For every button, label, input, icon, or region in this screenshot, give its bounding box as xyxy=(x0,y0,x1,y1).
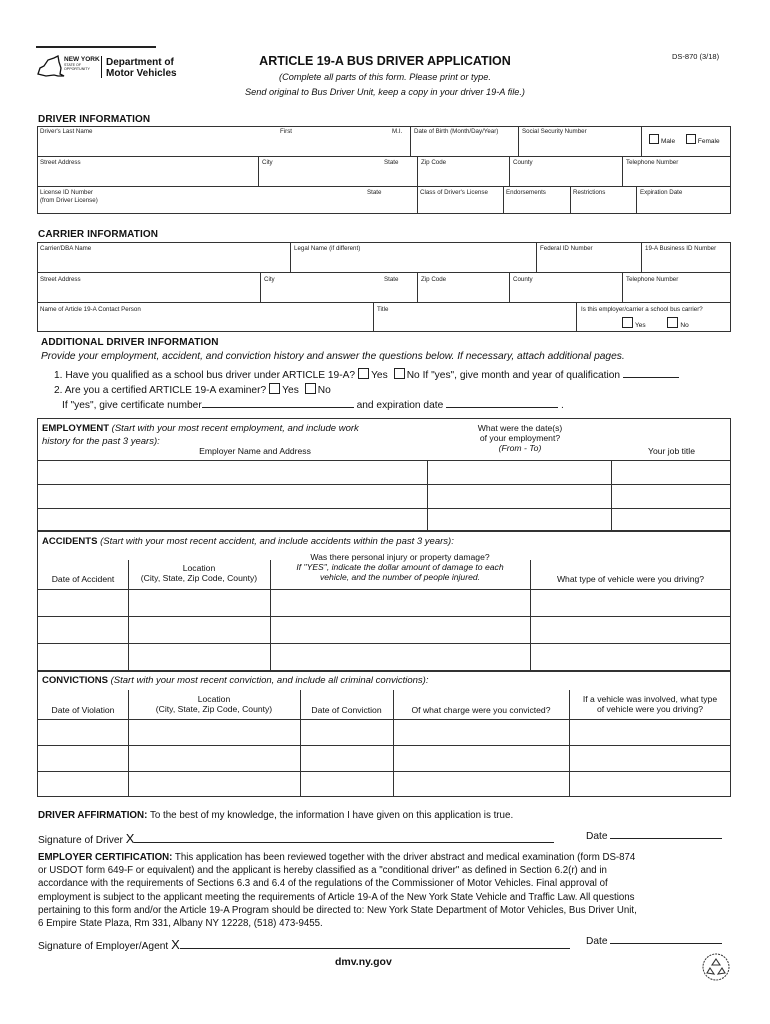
logo-state-text: NEW YORK STATE OF OPPORTUNITY xyxy=(64,56,100,71)
accidents-col-line xyxy=(128,560,129,671)
convictions-col-line xyxy=(300,690,301,797)
certification-text-3: accordance with the requirements of Sections 6.3 and 6.4 of the regulations of the Commissioner of Motor Vehicles. Final approval of xyxy=(38,878,608,890)
driver-state-field[interactable]: State xyxy=(384,159,399,166)
certificate-line-period: . xyxy=(560,400,564,411)
new-york-state-map-icon xyxy=(34,54,68,80)
q2-yes-checkbox[interactable] xyxy=(269,383,280,394)
employment-heading: EMPLOYMENT xyxy=(42,423,110,434)
carrier-col-line xyxy=(536,242,537,272)
form-title: ARTICLE 19-A BUS DRIVER APPLICATION xyxy=(259,54,511,68)
driver-col-line xyxy=(570,186,571,214)
question-1-text: 1. Have you qualified as a school bus driver under ARTICLE 19-A? xyxy=(54,370,356,381)
employment-col-line xyxy=(611,460,612,531)
q2-no-checkbox[interactable] xyxy=(305,383,316,394)
form-id: DS-870 (3/18) xyxy=(672,52,720,61)
driver-col-line xyxy=(636,186,637,214)
convictions-table xyxy=(37,671,731,797)
footer-url: dmv.ny.gov xyxy=(335,956,392,968)
accidents-col-line xyxy=(270,560,271,671)
date-of-birth-field[interactable]: Date of Birth (Month/Day/Year) xyxy=(414,128,499,135)
convictions-col-line xyxy=(128,690,129,797)
employment-instructions: (Start with your most recent employment, and include work xyxy=(111,423,359,434)
q1-followup-text: If "yes", give month and year of qualification xyxy=(422,370,621,381)
employment-dates-col-header: What were the date(s) of your employment? (From - To) xyxy=(477,423,563,453)
driver-signature-field[interactable] xyxy=(134,833,554,843)
employer-date-field[interactable] xyxy=(610,934,722,944)
employer-date-line xyxy=(586,934,722,947)
q1-no-label: No xyxy=(406,370,420,381)
carrier-zip-field[interactable]: Zip Code xyxy=(421,276,447,283)
license-state-field[interactable]: State xyxy=(367,189,382,196)
certification-text-6: 6 Empire State Plaza, Rm 331, Albany NY 12228, (518) 473-9455. xyxy=(38,918,323,930)
accidents-row-line xyxy=(37,616,731,617)
driver-zip-field[interactable]: Zip Code xyxy=(421,159,447,166)
driver-information-heading: DRIVER INFORMATION xyxy=(38,114,151,125)
employer-signature-x: X xyxy=(171,937,180,952)
employer-signature-label: Signature of Employer/Agent xyxy=(38,941,169,952)
employment-heading-line xyxy=(42,423,359,434)
middle-initial-field[interactable]: M.I. xyxy=(392,128,403,135)
business-id-field[interactable]: 19-A Business ID Number xyxy=(645,245,717,252)
license-id-field[interactable]: License ID Number (from Driver License) xyxy=(40,189,98,204)
convictions-row-line xyxy=(37,771,731,772)
male-checkbox[interactable] xyxy=(649,134,659,144)
q1-no-checkbox[interactable] xyxy=(394,368,405,379)
carrier-information-heading: CARRIER INFORMATION xyxy=(38,229,159,240)
accidents-heading-line xyxy=(42,536,454,547)
employer-signature-field[interactable] xyxy=(180,939,570,949)
convictions-col-line xyxy=(569,690,570,797)
accidents-col-line xyxy=(530,560,531,671)
contact-title-field[interactable]: Title xyxy=(377,306,389,313)
driver-signature-line xyxy=(38,831,554,846)
question-2-text: 2. Are you a certified ARTICLE 19-A examiner? xyxy=(54,385,267,396)
employment-table xyxy=(37,418,731,531)
driver-col-line xyxy=(518,126,519,156)
driver-col-line xyxy=(622,156,623,186)
carrier-state-field[interactable]: State xyxy=(384,276,399,283)
endorsements-field[interactable]: Endorsements xyxy=(506,189,546,196)
school-bus-carrier-options xyxy=(619,317,689,329)
carrier-col-line xyxy=(260,272,261,302)
driver-date-field[interactable] xyxy=(610,829,722,839)
accident-date-col-header: Date of Accident xyxy=(51,574,115,584)
expiration-date-label: and expiration date xyxy=(356,400,444,411)
vehicle-type-col-header: What type of vehicle were you driving? xyxy=(556,574,705,584)
first-name-field[interactable]: First xyxy=(280,128,293,135)
carrier-col-line xyxy=(509,272,510,302)
carrier-city-field[interactable]: City xyxy=(264,276,275,283)
accidents-instructions: (Start with your most recent accident, and include accidents within the past 3 years): xyxy=(100,536,454,547)
certification-text-2: or USDOT form 649-F or equivalent) and the applicant is hereby classified as a "conditional driver" as defined in Section 6.2(r) and in xyxy=(38,865,607,877)
form-subtitle-2: Send original to Bus Driver Unit, keep a copy in your driver 19-A file.) xyxy=(244,87,525,97)
charge-col-header: Of what charge were you convicted? xyxy=(411,705,551,715)
employer-date-label: Date xyxy=(586,936,608,947)
driver-col-line xyxy=(410,126,411,156)
carrier-col-line xyxy=(417,272,418,302)
conviction-date-col-header: Date of Conviction xyxy=(311,705,382,715)
dmv-department-name: Department of Motor Vehicles xyxy=(106,57,177,79)
expiration-date-field[interactable]: Expiration Date xyxy=(640,189,683,196)
accidents-row-line xyxy=(37,589,731,590)
employment-row-line xyxy=(37,484,731,485)
convictions-row-line xyxy=(37,745,731,746)
job-title-col-header: Your job title xyxy=(648,446,695,456)
convictions-heading: CONVICTIONS xyxy=(42,675,108,686)
convictions-row-line xyxy=(37,719,731,720)
convictions-instructions: (Start with your most recent conviction, and include all criminal convictions): xyxy=(110,675,429,686)
restrictions-field[interactable]: Restrictions xyxy=(573,189,606,196)
school-carrier-no-label: No xyxy=(680,322,689,329)
federal-id-field[interactable]: Federal ID Number xyxy=(540,245,593,252)
accident-location-col-header: Location (City, State, Zip Code, County) xyxy=(140,563,258,583)
carrier-row-line xyxy=(37,302,731,303)
certification-heading: EMPLOYER CERTIFICATION: xyxy=(38,852,173,863)
convictions-heading-line xyxy=(42,675,428,686)
question-1 xyxy=(54,368,679,381)
school-carrier-no-checkbox[interactable] xyxy=(667,317,678,328)
carrier-street-field[interactable]: Street Address xyxy=(40,276,81,283)
employer-signature-line xyxy=(38,937,570,952)
employer-certification xyxy=(38,851,732,930)
top-rule xyxy=(36,46,156,48)
driver-phone-field[interactable]: Telephone Number xyxy=(626,159,679,166)
additional-info-intro: Provide your employment, accident, and conviction history and answer the questions below. If necessary, attach additional pages. xyxy=(41,351,625,362)
carrier-phone-field[interactable]: Telephone Number xyxy=(626,276,679,283)
driver-col-line xyxy=(509,156,510,186)
convictions-col-line xyxy=(393,690,394,797)
carrier-county-field[interactable]: County xyxy=(513,276,533,283)
driver-affirmation xyxy=(38,810,513,821)
driver-col-line xyxy=(417,156,418,186)
driver-col-line xyxy=(641,126,642,156)
driver-col-line xyxy=(503,186,504,214)
driver-date-label: Date xyxy=(586,831,608,842)
male-label: Male xyxy=(661,138,676,145)
conviction-vehicle-col-header: If a vehicle was involved, what type of vehicle were you driving? xyxy=(582,694,718,714)
driver-row-line xyxy=(37,156,731,157)
certification-text-4: employment is subject to the applicant meeting the requirements of Article 19-A of the New York State Vehicle and Traffic Law. All questions xyxy=(38,891,635,903)
q2-yes-label: Yes xyxy=(282,385,299,396)
carrier-name-field[interactable]: Carrier/DBA Name xyxy=(40,245,92,252)
driver-street-field[interactable]: Street Address xyxy=(40,159,81,166)
carrier-col-line xyxy=(576,302,577,332)
affirmation-text: To the best of my knowledge, the information I have given on this application is true. xyxy=(149,810,514,821)
employment-row-line xyxy=(37,508,731,509)
employment-col-line xyxy=(427,460,428,531)
driver-row-line xyxy=(37,186,731,187)
contact-person-field[interactable]: Name of Article 19-A Contact Person xyxy=(40,306,141,313)
female-checkbox[interactable] xyxy=(686,134,696,144)
certificate-line xyxy=(62,398,564,411)
carrier-col-line xyxy=(641,242,642,272)
employment-instructions-2: history for the past 3 years): xyxy=(42,436,160,447)
conviction-location-col-header: Location (City, State, Zip Code, County) xyxy=(155,694,273,714)
carrier-legal-name-field[interactable]: Legal Name (if different) xyxy=(294,245,361,252)
ssn-field[interactable]: Social Security Number xyxy=(522,128,587,135)
school-carrier-yes-label: Yes xyxy=(635,322,646,329)
logo-divider xyxy=(101,56,102,78)
driver-date-line xyxy=(586,829,722,842)
additional-info-heading: ADDITIONAL DRIVER INFORMATION xyxy=(41,337,219,348)
q2-no-label: No xyxy=(317,385,331,396)
recycle-icon xyxy=(701,952,731,982)
carrier-col-line xyxy=(290,242,291,272)
carrier-row-line xyxy=(37,272,731,273)
last-name-field[interactable]: Driver's Last Name xyxy=(40,128,93,135)
certificate-expiration-field[interactable] xyxy=(446,398,558,408)
certification-text-5: pertaining to this form and/or the Article 19-A Program should be directed to: New York State Department of Motor Vehicles, Bus Driver Unit, xyxy=(38,904,637,916)
q1-yes-checkbox[interactable] xyxy=(358,368,369,379)
school-carrier-yes-checkbox[interactable] xyxy=(622,317,633,328)
driver-info-grid xyxy=(37,126,731,214)
injury-damage-col-header: Was there personal injury or property damage? If "YES", indicate the dollar amount of damage to each vehicle, and the number of people injured. xyxy=(296,552,504,582)
carrier-col-line xyxy=(373,302,374,332)
license-class-field[interactable]: Class of Driver's License xyxy=(420,189,488,196)
driver-col-line xyxy=(258,156,259,186)
accidents-heading: ACCIDENTS xyxy=(42,536,98,547)
female-label: Female xyxy=(697,138,720,145)
employer-name-col-header: Employer Name and Address xyxy=(199,446,311,456)
q1-yes-label: Yes xyxy=(371,370,388,381)
certificate-number-field[interactable] xyxy=(202,398,354,408)
school-bus-carrier-question: Is this employer/carrier a school bus carrier? xyxy=(581,306,703,313)
carrier-col-line xyxy=(622,272,623,302)
certificate-number-label: If "yes", give certificate number xyxy=(62,400,202,411)
driver-col-line xyxy=(417,186,418,214)
violation-date-col-header: Date of Violation xyxy=(51,705,115,715)
form-subtitle-1: (Complete all parts of this form. Please print or type. xyxy=(279,72,491,82)
accidents-row-line xyxy=(37,643,731,644)
employment-row-line xyxy=(37,460,731,461)
affirmation-heading: DRIVER AFFIRMATION: xyxy=(38,810,148,821)
qualification-date-field[interactable] xyxy=(623,368,679,378)
driver-signature-x: X xyxy=(125,831,135,846)
certification-text-1: This application has been reviewed together with the driver abstract and medical examination (form DS-874 xyxy=(174,852,636,863)
sex-options xyxy=(649,134,720,145)
driver-city-field[interactable]: City xyxy=(262,159,273,166)
driver-signature-label: Signature of Driver xyxy=(38,835,123,846)
question-2 xyxy=(54,383,331,396)
driver-county-field[interactable]: County xyxy=(513,159,533,166)
